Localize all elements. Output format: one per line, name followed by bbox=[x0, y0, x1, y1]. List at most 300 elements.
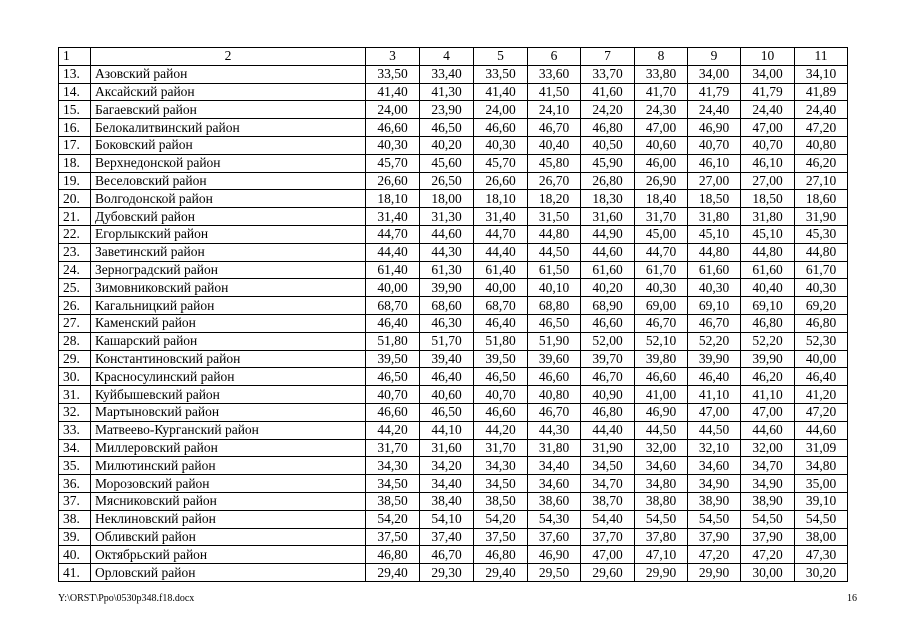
district-name-cell: Егорлыкский район bbox=[91, 225, 366, 243]
table-row bbox=[59, 154, 848, 172]
value-cell: 46,40 bbox=[795, 368, 848, 386]
value-cell: 33,70 bbox=[581, 65, 635, 83]
district-name-cell: Верхнедонской район bbox=[91, 154, 366, 172]
value-cell: 41,50 bbox=[528, 83, 581, 101]
district-name-cell: Багаевский район bbox=[91, 101, 366, 119]
value-cell: 61,70 bbox=[635, 261, 688, 279]
row-number-cell: 23. bbox=[59, 243, 91, 261]
district-name-cell: Волгодонской район bbox=[91, 190, 366, 208]
value-cell: 26,80 bbox=[581, 172, 635, 190]
value-cell: 26,50 bbox=[420, 172, 474, 190]
row-number-cell: 37. bbox=[59, 492, 91, 510]
value-cell: 37,90 bbox=[688, 528, 741, 546]
value-cell: 47,00 bbox=[741, 119, 795, 137]
row-number-cell: 30. bbox=[59, 368, 91, 386]
value-cell: 41,10 bbox=[688, 386, 741, 404]
value-cell: 51,80 bbox=[366, 332, 420, 350]
value-cell: 46,60 bbox=[581, 314, 635, 332]
district-name-cell: Азовский район bbox=[91, 65, 366, 83]
value-cell: 31,90 bbox=[795, 208, 848, 226]
table-row bbox=[59, 279, 848, 297]
value-cell: 54,50 bbox=[795, 510, 848, 528]
district-name-cell: Зимовниковский район bbox=[91, 279, 366, 297]
value-cell: 68,70 bbox=[366, 297, 420, 315]
value-cell: 38,50 bbox=[366, 492, 420, 510]
value-cell: 40,30 bbox=[474, 136, 528, 154]
value-cell: 39,90 bbox=[420, 279, 474, 297]
value-cell: 45,80 bbox=[528, 154, 581, 172]
row-number-cell: 18. bbox=[59, 154, 91, 172]
value-cell: 38,90 bbox=[741, 492, 795, 510]
value-cell: 47,20 bbox=[795, 119, 848, 137]
value-cell: 46,60 bbox=[366, 403, 420, 421]
row-number-cell: 38. bbox=[59, 510, 91, 528]
value-cell: 39,50 bbox=[366, 350, 420, 368]
value-cell: 38,70 bbox=[581, 492, 635, 510]
value-cell: 45,70 bbox=[474, 154, 528, 172]
table-row bbox=[59, 528, 848, 546]
value-cell: 41,20 bbox=[795, 386, 848, 404]
value-cell: 44,30 bbox=[528, 421, 581, 439]
value-cell: 46,70 bbox=[420, 546, 474, 564]
value-cell: 61,70 bbox=[795, 261, 848, 279]
header-cell: 5 bbox=[474, 48, 528, 66]
value-cell: 47,20 bbox=[795, 403, 848, 421]
value-cell: 33,60 bbox=[528, 65, 581, 83]
table-row bbox=[59, 403, 848, 421]
district-name-cell: Милютинский район bbox=[91, 457, 366, 475]
row-number-cell: 17. bbox=[59, 136, 91, 154]
value-cell: 44,60 bbox=[741, 421, 795, 439]
value-cell: 39,80 bbox=[635, 350, 688, 368]
value-cell: 68,90 bbox=[581, 297, 635, 315]
value-cell: 41,40 bbox=[366, 83, 420, 101]
value-cell: 46,70 bbox=[635, 314, 688, 332]
value-cell: 52,30 bbox=[795, 332, 848, 350]
value-cell: 18,00 bbox=[420, 190, 474, 208]
value-cell: 54,20 bbox=[474, 510, 528, 528]
value-cell: 24,10 bbox=[528, 101, 581, 119]
value-cell: 23,90 bbox=[420, 101, 474, 119]
table-row bbox=[59, 332, 848, 350]
value-cell: 69,20 bbox=[795, 297, 848, 315]
value-cell: 40,30 bbox=[795, 279, 848, 297]
district-name-cell: Мартыновский район bbox=[91, 403, 366, 421]
table-row bbox=[59, 101, 848, 119]
value-cell: 44,60 bbox=[581, 243, 635, 261]
value-cell: 45,90 bbox=[581, 154, 635, 172]
table-row bbox=[59, 457, 848, 475]
row-number-cell: 13. bbox=[59, 65, 91, 83]
value-cell: 39,70 bbox=[581, 350, 635, 368]
value-cell: 44,40 bbox=[581, 421, 635, 439]
value-cell: 31,40 bbox=[366, 208, 420, 226]
value-cell: 40,00 bbox=[474, 279, 528, 297]
table-row bbox=[59, 421, 848, 439]
district-name-cell: Куйбышевский район bbox=[91, 386, 366, 404]
value-cell: 46,10 bbox=[741, 154, 795, 172]
value-cell: 37,50 bbox=[474, 528, 528, 546]
value-cell: 41,79 bbox=[741, 83, 795, 101]
value-cell: 38,90 bbox=[688, 492, 741, 510]
value-cell: 34,30 bbox=[366, 457, 420, 475]
row-number-cell: 34. bbox=[59, 439, 91, 457]
value-cell: 54,50 bbox=[635, 510, 688, 528]
value-cell: 44,40 bbox=[366, 243, 420, 261]
value-cell: 41,60 bbox=[581, 83, 635, 101]
value-cell: 44,10 bbox=[420, 421, 474, 439]
value-cell: 47,20 bbox=[741, 546, 795, 564]
header-cell: 9 bbox=[688, 48, 741, 66]
value-cell: 31,30 bbox=[420, 208, 474, 226]
district-name-cell: Матвеево-Курганский район bbox=[91, 421, 366, 439]
value-cell: 46,80 bbox=[581, 403, 635, 421]
row-number-cell: 32. bbox=[59, 403, 91, 421]
value-cell: 46,20 bbox=[741, 368, 795, 386]
table-row bbox=[59, 225, 848, 243]
value-cell: 46,80 bbox=[795, 314, 848, 332]
value-cell: 46,70 bbox=[688, 314, 741, 332]
value-cell: 45,70 bbox=[366, 154, 420, 172]
district-name-cell: Орловский район bbox=[91, 564, 366, 582]
value-cell: 69,00 bbox=[635, 297, 688, 315]
row-number-cell: 16. bbox=[59, 119, 91, 137]
value-cell: 40,60 bbox=[420, 386, 474, 404]
value-cell: 40,00 bbox=[795, 350, 848, 368]
value-cell: 68,80 bbox=[528, 297, 581, 315]
table-row bbox=[59, 243, 848, 261]
value-cell: 45,10 bbox=[688, 225, 741, 243]
table-row bbox=[59, 172, 848, 190]
header-cell: 7 bbox=[581, 48, 635, 66]
value-cell: 31,09 bbox=[795, 439, 848, 457]
row-number-cell: 22. bbox=[59, 225, 91, 243]
value-cell: 46,50 bbox=[474, 368, 528, 386]
value-cell: 44,40 bbox=[474, 243, 528, 261]
row-number-cell: 15. bbox=[59, 101, 91, 119]
value-cell: 69,10 bbox=[688, 297, 741, 315]
value-cell: 24,40 bbox=[795, 101, 848, 119]
value-cell: 18,50 bbox=[741, 190, 795, 208]
district-name-cell: Аксайский район bbox=[91, 83, 366, 101]
value-cell: 52,10 bbox=[635, 332, 688, 350]
value-cell: 44,50 bbox=[688, 421, 741, 439]
value-cell: 47,00 bbox=[741, 403, 795, 421]
value-cell: 32,00 bbox=[635, 439, 688, 457]
district-name-cell: Дубовский район bbox=[91, 208, 366, 226]
value-cell: 40,80 bbox=[528, 386, 581, 404]
value-cell: 34,40 bbox=[420, 475, 474, 493]
header-cell: 3 bbox=[366, 48, 420, 66]
value-cell: 44,90 bbox=[581, 225, 635, 243]
value-cell: 39,90 bbox=[741, 350, 795, 368]
row-number-cell: 20. bbox=[59, 190, 91, 208]
value-cell: 46,80 bbox=[741, 314, 795, 332]
district-name-cell: Зерноградский район bbox=[91, 261, 366, 279]
value-cell: 29,50 bbox=[528, 564, 581, 582]
district-name-cell: Неклиновский район bbox=[91, 510, 366, 528]
table-row bbox=[59, 314, 848, 332]
value-cell: 37,70 bbox=[581, 528, 635, 546]
value-cell: 34,60 bbox=[688, 457, 741, 475]
table-row bbox=[59, 475, 848, 493]
district-name-cell: Каменский район bbox=[91, 314, 366, 332]
value-cell: 41,00 bbox=[635, 386, 688, 404]
value-cell: 33,40 bbox=[420, 65, 474, 83]
value-cell: 24,40 bbox=[741, 101, 795, 119]
value-cell: 18,60 bbox=[795, 190, 848, 208]
row-number-cell: 33. bbox=[59, 421, 91, 439]
value-cell: 37,60 bbox=[528, 528, 581, 546]
row-number-cell: 24. bbox=[59, 261, 91, 279]
value-cell: 34,70 bbox=[581, 475, 635, 493]
value-cell: 29,90 bbox=[688, 564, 741, 582]
value-cell: 46,60 bbox=[474, 403, 528, 421]
value-cell: 46,40 bbox=[474, 314, 528, 332]
value-cell: 46,70 bbox=[581, 368, 635, 386]
value-cell: 45,10 bbox=[741, 225, 795, 243]
value-cell: 44,70 bbox=[366, 225, 420, 243]
table-row bbox=[59, 439, 848, 457]
row-number-cell: 36. bbox=[59, 475, 91, 493]
row-number-cell: 26. bbox=[59, 297, 91, 315]
value-cell: 40,70 bbox=[688, 136, 741, 154]
header-cell: 1 bbox=[59, 48, 91, 66]
value-cell: 32,00 bbox=[741, 439, 795, 457]
value-cell: 40,20 bbox=[581, 279, 635, 297]
value-cell: 33,50 bbox=[474, 65, 528, 83]
value-cell: 61,40 bbox=[474, 261, 528, 279]
value-cell: 34,40 bbox=[528, 457, 581, 475]
value-cell: 30,00 bbox=[741, 564, 795, 582]
value-cell: 46,70 bbox=[528, 119, 581, 137]
value-cell: 34,90 bbox=[688, 475, 741, 493]
value-cell: 40,60 bbox=[635, 136, 688, 154]
header-cell: 10 bbox=[741, 48, 795, 66]
value-cell: 34,50 bbox=[474, 475, 528, 493]
row-number-cell: 14. bbox=[59, 83, 91, 101]
table-row bbox=[59, 368, 848, 386]
table-row bbox=[59, 297, 848, 315]
value-cell: 68,70 bbox=[474, 297, 528, 315]
value-cell: 31,70 bbox=[474, 439, 528, 457]
value-cell: 39,10 bbox=[795, 492, 848, 510]
value-cell: 34,90 bbox=[741, 475, 795, 493]
value-cell: 61,60 bbox=[581, 261, 635, 279]
value-cell: 46,70 bbox=[528, 403, 581, 421]
value-cell: 44,80 bbox=[741, 243, 795, 261]
row-number-cell: 25. bbox=[59, 279, 91, 297]
table-row bbox=[59, 83, 848, 101]
value-cell: 39,90 bbox=[688, 350, 741, 368]
value-cell: 29,60 bbox=[581, 564, 635, 582]
value-cell: 44,30 bbox=[420, 243, 474, 261]
value-cell: 31,80 bbox=[688, 208, 741, 226]
value-cell: 46,90 bbox=[635, 403, 688, 421]
value-cell: 29,30 bbox=[420, 564, 474, 582]
footer-file-path: Y:\ORST\Ppo\0530p348.f18.docx bbox=[58, 593, 195, 604]
row-number-cell: 39. bbox=[59, 528, 91, 546]
value-cell: 46,60 bbox=[474, 119, 528, 137]
value-cell: 24,00 bbox=[366, 101, 420, 119]
value-cell: 44,60 bbox=[795, 421, 848, 439]
row-number-cell: 41. bbox=[59, 564, 91, 582]
header-cell: 8 bbox=[635, 48, 688, 66]
table-row bbox=[59, 190, 848, 208]
value-cell: 39,50 bbox=[474, 350, 528, 368]
table-row bbox=[59, 261, 848, 279]
district-name-cell: Морозовский район bbox=[91, 475, 366, 493]
value-cell: 61,60 bbox=[688, 261, 741, 279]
value-cell: 38,50 bbox=[474, 492, 528, 510]
value-cell: 24,20 bbox=[581, 101, 635, 119]
district-name-cell: Кагальницкий район bbox=[91, 297, 366, 315]
table-row bbox=[59, 492, 848, 510]
value-cell: 61,40 bbox=[366, 261, 420, 279]
footer-page-number: 16 bbox=[847, 593, 857, 604]
header-cell: 2 bbox=[91, 48, 366, 66]
value-cell: 31,40 bbox=[474, 208, 528, 226]
table-row bbox=[59, 546, 848, 564]
value-cell: 40,70 bbox=[474, 386, 528, 404]
value-cell: 44,70 bbox=[635, 243, 688, 261]
value-cell: 40,70 bbox=[366, 386, 420, 404]
value-cell: 46,80 bbox=[474, 546, 528, 564]
data-table bbox=[58, 47, 848, 582]
value-cell: 47,00 bbox=[635, 119, 688, 137]
row-number-cell: 19. bbox=[59, 172, 91, 190]
value-cell: 46,60 bbox=[635, 368, 688, 386]
district-name-cell: Кашарский район bbox=[91, 332, 366, 350]
value-cell: 29,40 bbox=[474, 564, 528, 582]
district-name-cell: Красносулинский район bbox=[91, 368, 366, 386]
header-cell: 6 bbox=[528, 48, 581, 66]
value-cell: 18,50 bbox=[688, 190, 741, 208]
header-row bbox=[59, 48, 848, 66]
value-cell: 54,40 bbox=[581, 510, 635, 528]
value-cell: 44,80 bbox=[528, 225, 581, 243]
value-cell: 34,10 bbox=[795, 65, 848, 83]
value-cell: 40,10 bbox=[528, 279, 581, 297]
value-cell: 39,60 bbox=[528, 350, 581, 368]
value-cell: 40,40 bbox=[528, 136, 581, 154]
value-cell: 37,80 bbox=[635, 528, 688, 546]
district-name-cell: Миллеровский район bbox=[91, 439, 366, 457]
value-cell: 18,10 bbox=[366, 190, 420, 208]
table-row bbox=[59, 65, 848, 83]
value-cell: 46,90 bbox=[688, 119, 741, 137]
value-cell: 47,10 bbox=[635, 546, 688, 564]
value-cell: 31,90 bbox=[581, 439, 635, 457]
value-cell: 34,20 bbox=[420, 457, 474, 475]
value-cell: 31,60 bbox=[420, 439, 474, 457]
value-cell: 27,00 bbox=[688, 172, 741, 190]
value-cell: 34,60 bbox=[528, 475, 581, 493]
value-cell: 40,50 bbox=[581, 136, 635, 154]
value-cell: 26,60 bbox=[474, 172, 528, 190]
value-cell: 27,10 bbox=[795, 172, 848, 190]
header-cell: 4 bbox=[420, 48, 474, 66]
district-name-cell: Константиновский район bbox=[91, 350, 366, 368]
value-cell: 34,60 bbox=[635, 457, 688, 475]
value-cell: 35,00 bbox=[795, 475, 848, 493]
district-name-cell: Боковский район bbox=[91, 136, 366, 154]
value-cell: 46,30 bbox=[420, 314, 474, 332]
district-name-cell: Белокалитвинский район bbox=[91, 119, 366, 137]
value-cell: 46,40 bbox=[688, 368, 741, 386]
value-cell: 41,89 bbox=[795, 83, 848, 101]
value-cell: 26,70 bbox=[528, 172, 581, 190]
value-cell: 46,60 bbox=[528, 368, 581, 386]
value-cell: 44,50 bbox=[528, 243, 581, 261]
value-cell: 18,40 bbox=[635, 190, 688, 208]
table-row bbox=[59, 564, 848, 582]
value-cell: 46,80 bbox=[366, 546, 420, 564]
value-cell: 31,80 bbox=[528, 439, 581, 457]
value-cell: 44,60 bbox=[420, 225, 474, 243]
value-cell: 40,20 bbox=[420, 136, 474, 154]
value-cell: 37,40 bbox=[420, 528, 474, 546]
value-cell: 44,20 bbox=[366, 421, 420, 439]
district-name-cell: Веселовский район bbox=[91, 172, 366, 190]
value-cell: 54,50 bbox=[688, 510, 741, 528]
table-row bbox=[59, 350, 848, 368]
value-cell: 54,10 bbox=[420, 510, 474, 528]
value-cell: 31,80 bbox=[741, 208, 795, 226]
value-cell: 18,30 bbox=[581, 190, 635, 208]
value-cell: 61,60 bbox=[741, 261, 795, 279]
value-cell: 51,70 bbox=[420, 332, 474, 350]
value-cell: 68,60 bbox=[420, 297, 474, 315]
value-cell: 24,00 bbox=[474, 101, 528, 119]
value-cell: 46,50 bbox=[420, 403, 474, 421]
value-cell: 47,00 bbox=[688, 403, 741, 421]
value-cell: 32,10 bbox=[688, 439, 741, 457]
value-cell: 34,00 bbox=[688, 65, 741, 83]
value-cell: 52,20 bbox=[741, 332, 795, 350]
value-cell: 38,00 bbox=[795, 528, 848, 546]
value-cell: 41,30 bbox=[420, 83, 474, 101]
table-row bbox=[59, 510, 848, 528]
value-cell: 46,40 bbox=[420, 368, 474, 386]
value-cell: 41,40 bbox=[474, 83, 528, 101]
value-cell: 47,20 bbox=[688, 546, 741, 564]
value-cell: 54,30 bbox=[528, 510, 581, 528]
value-cell: 34,70 bbox=[741, 457, 795, 475]
row-number-cell: 40. bbox=[59, 546, 91, 564]
value-cell: 33,80 bbox=[635, 65, 688, 83]
value-cell: 24,40 bbox=[688, 101, 741, 119]
value-cell: 38,40 bbox=[420, 492, 474, 510]
value-cell: 44,80 bbox=[795, 243, 848, 261]
value-cell: 40,30 bbox=[635, 279, 688, 297]
value-cell: 54,50 bbox=[741, 510, 795, 528]
value-cell: 46,50 bbox=[420, 119, 474, 137]
value-cell: 26,90 bbox=[635, 172, 688, 190]
value-cell: 40,30 bbox=[688, 279, 741, 297]
value-cell: 45,60 bbox=[420, 154, 474, 172]
row-number-cell: 35. bbox=[59, 457, 91, 475]
value-cell: 40,80 bbox=[795, 136, 848, 154]
value-cell: 52,00 bbox=[581, 332, 635, 350]
district-name-cell: Обливский район bbox=[91, 528, 366, 546]
value-cell: 41,10 bbox=[741, 386, 795, 404]
value-cell: 34,80 bbox=[635, 475, 688, 493]
row-number-cell: 21. bbox=[59, 208, 91, 226]
value-cell: 44,70 bbox=[474, 225, 528, 243]
value-cell: 41,79 bbox=[688, 83, 741, 101]
value-cell: 51,80 bbox=[474, 332, 528, 350]
